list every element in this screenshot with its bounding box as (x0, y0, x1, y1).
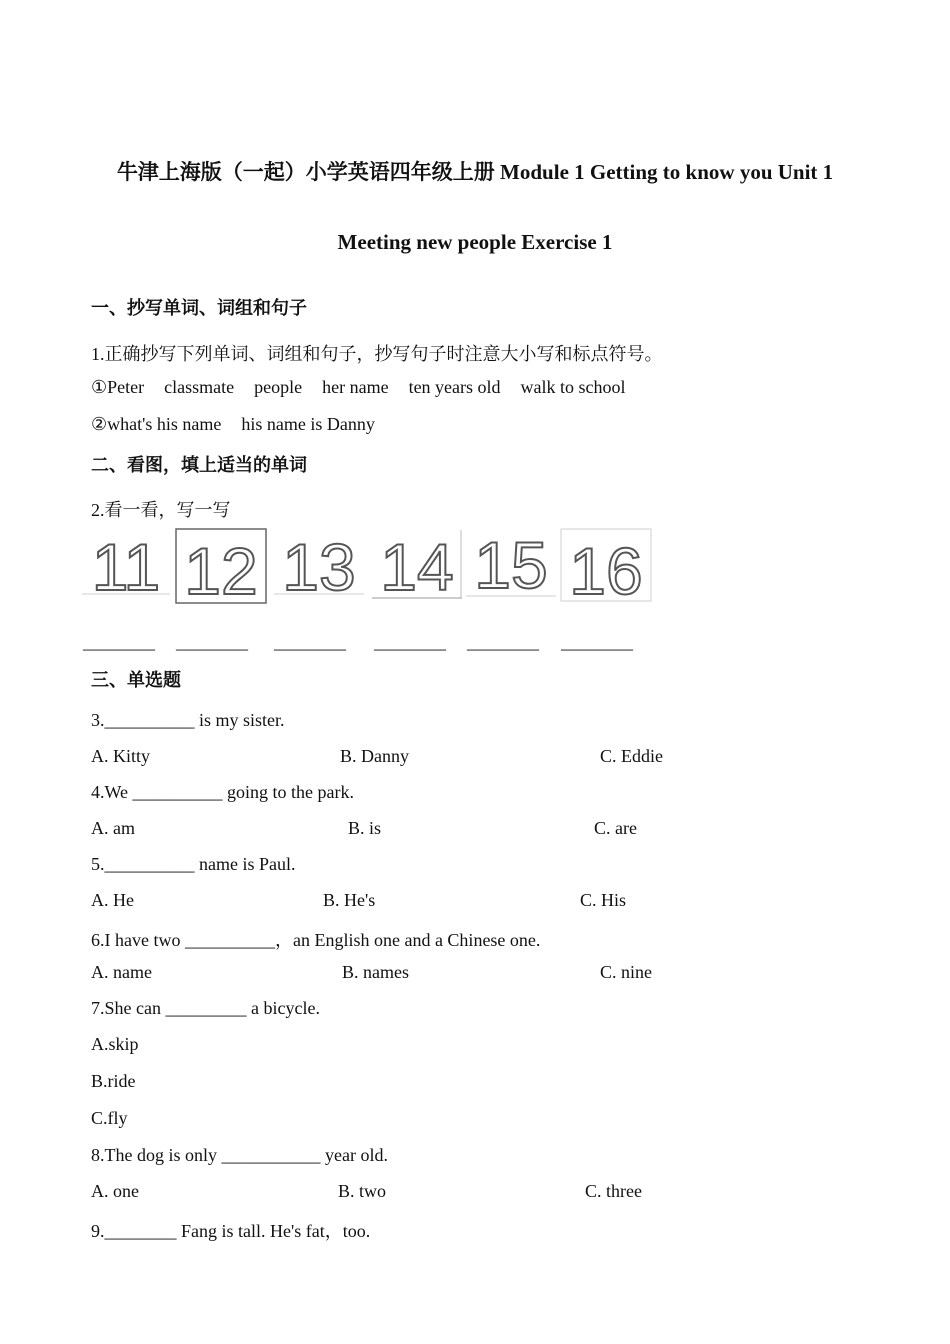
answer-blank[interactable]: ________ (274, 632, 346, 652)
question-4-stem: 4.We __________ going to the park. (91, 782, 355, 802)
question-6-stem: 6.I have two __________，an English one and a Chinese one. (91, 930, 541, 950)
number-label: 14 (380, 530, 454, 600)
copy-word: people (254, 377, 303, 397)
question-7-option-a[interactable]: A.skip (91, 1034, 139, 1054)
copy-word: classmate (164, 377, 235, 397)
section-3-heading: 三、单选题 (91, 670, 181, 690)
question-3-stem: 3.__________ is my sister. (91, 710, 285, 730)
answer-blank[interactable]: ________ (176, 632, 248, 652)
copy-word: ten years old (408, 377, 501, 397)
question-6-option-a[interactable]: A. name (91, 962, 152, 982)
question-6-option-c[interactable]: C. nine (600, 962, 652, 982)
number-picture-15 (466, 528, 556, 600)
question-4-option-b[interactable]: B. is (348, 818, 382, 838)
question-3-option-b[interactable]: B. Danny (340, 746, 409, 766)
number-picture-12 (175, 528, 267, 604)
title-line-1: 牛津上海版（一起）小学英语四年级上册 Module 1 Getting to know you Unit 1 (116, 160, 834, 184)
question-3-option-c[interactable]: C. Eddie (600, 746, 663, 766)
question-8-option-b[interactable]: B. two (338, 1181, 387, 1201)
number-picture-16 (560, 528, 652, 600)
copy-word: walk to school (520, 377, 626, 397)
question-4-option-c[interactable]: C. are (594, 818, 637, 838)
row-1-marker: ① (91, 377, 108, 397)
question-2-instruction: 2.看一看，写一写 (91, 500, 231, 520)
question-1-instruction: 1.正确抄写下列单词、词组和句子，抄写句子时注意大小写和标点符号。 (91, 344, 663, 364)
copy-word: Peter (107, 377, 145, 397)
question-7-option-b[interactable]: B.ride (91, 1071, 136, 1091)
question-3-option-a[interactable]: A. Kitty (91, 746, 151, 766)
question-9-stem: 9.________ Fang is tall. He's fat，too. (91, 1221, 371, 1241)
question-5-option-a[interactable]: A. He (91, 890, 134, 910)
title-line-2: Meeting new people Exercise 1 (337, 230, 613, 254)
copy-row-1 (91, 377, 626, 398)
question-5-option-b[interactable]: B. He's (323, 890, 376, 910)
number-picture-14 (372, 528, 462, 600)
question-5-option-c[interactable]: C. His (580, 890, 627, 910)
answer-blank[interactable]: ________ (467, 632, 539, 652)
section-2-heading: 二、看图，填上适当的单词 (91, 455, 307, 475)
number-label: 12 (184, 534, 258, 604)
question-4-option-a[interactable]: A. am (91, 818, 135, 838)
question-6-option-b[interactable]: B. names (342, 962, 409, 982)
number-picture-11 (82, 528, 170, 600)
question-8-stem: 8.The dog is only ___________ year old. (91, 1145, 388, 1165)
number-label: 16 (569, 534, 643, 602)
copy-row-2 (91, 414, 375, 435)
section-1-heading: 一、抄写单词、词组和句子 (91, 298, 307, 318)
number-label: 13 (282, 530, 356, 600)
question-7-stem: 7.She can _________ a bicycle. (91, 998, 320, 1018)
question-5-stem: 5.__________ name is Paul. (91, 854, 296, 874)
number-label: 11 (91, 530, 161, 600)
number-picture-13 (274, 528, 364, 600)
answer-blank[interactable]: ________ (83, 632, 155, 652)
number-label: 15 (474, 528, 548, 600)
copy-phrase: his name is Danny (241, 414, 375, 434)
copy-phrase: what's his name (107, 414, 222, 434)
row-2-marker: ② (91, 414, 108, 434)
answer-blank[interactable]: ________ (374, 632, 446, 652)
question-7-option-c[interactable]: C.fly (91, 1108, 128, 1128)
question-8-option-c[interactable]: C. three (585, 1181, 642, 1201)
question-8-option-a[interactable]: A. one (91, 1181, 139, 1201)
copy-word: her name (322, 377, 389, 397)
answer-blank[interactable]: ________ (561, 632, 633, 652)
